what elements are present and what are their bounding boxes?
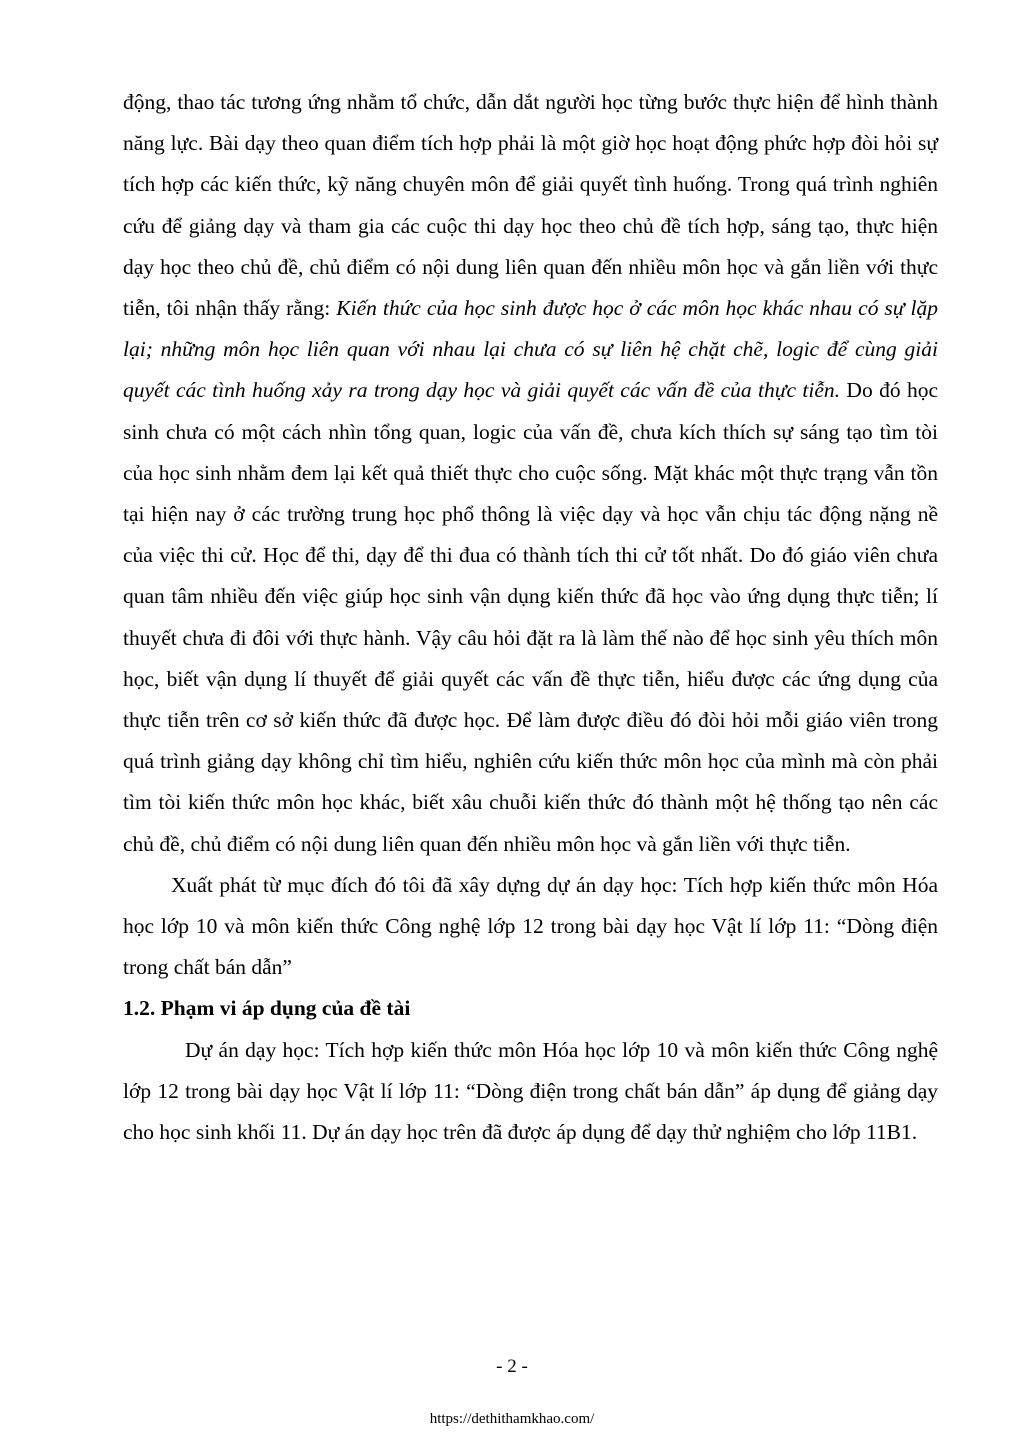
paragraph-1-italic-text: Kiến thức của học sinh được học ở các môn học khác nhau có sự lặp lại; những môn học liên quan với nhau lại chưa có sự liên hệ chặt chẽ, logic để cùng giải quyết các tình huống xảy ra trong dạy học và giải quyết các vấn đề của thực tiễn.	[123, 296, 938, 403]
page-number: - 2 -	[496, 1356, 528, 1377]
footer-url: https://dethithamkhao.com/	[429, 1411, 595, 1427]
paragraph-1-text: động, thao tác tương ứng nhằm tổ chức, dẫn dắt người học từng bước thực hiện để hình thành năng lực. Bài dạy theo quan điểm tích hợp phải là một giờ học hoạt động phức hợp đòi hỏi sự tích hợp các kiến thức, kỹ năng chuyên môn để giải quyết tình huống. Trong quá trình nghiên cứu để giảng dạy và tham gia các cuộc thi dạy học theo chủ đề tích hợp, sáng tạo, thực hiện dạy học theo chủ đề, chủ điểm có nội dung liên quan đến nhiều môn học và gắn liền với thực tiễn, tôi nhận thấy rằng:	[123, 90, 938, 321]
body-paragraph-2: Xuất phát từ mục đích đó tôi đã xây dựng dự án dạy học: Tích hợp kiến thức môn Hóa học lớp 10 và môn kiến thức Công nghệ lớp 12 trong bài dạy học Vật lí lớp 11: “Dòng điện trong chất bán dẫn”	[123, 872, 938, 980]
document-page	[123, 82, 938, 1153]
section-heading: 1.2. Phạm vi áp dụng của đề tài	[123, 996, 411, 1021]
body-paragraph-3: Dự án dạy học: Tích hợp kiến thức môn Hóa học lớp 10 và môn kiến thức Công nghệ lớp 12 trong bài dạy học Vật lí lớp 11: “Dòng điện trong chất bán dẫn” áp dụng để giảng dạy cho học sinh khối 11. Dự án dạy học trên đã được áp dụng để dạy thử nghiệm cho lớp 11B1.	[123, 1037, 938, 1145]
body-paragraph-1	[123, 82, 938, 865]
paragraph-1-continuation: Do đó học sinh chưa có một cách nhìn tổng quan, logic của vấn đề, chưa kích thích sự sáng tạo tìm tòi của học sinh nhằm đem lại kết quả thiết thực cho cuộc sống. Mặt khác một thực trạng vẫn tồn tại hiện nay ở các trường trung học phổ thông là việc dạy và học vẫn chịu tác động nặng nề của việc thi cử. Học để thi, dạy để thi đua có thành tích thi cử tốt nhất. Do đó giáo viên chưa quan tâm nhiều đến việc giúp học sinh vận dụng kiến thức đã học vào ứng dụng thực tiễn; lí thuyết chưa đi đôi với thực hành. Vậy câu hỏi đặt ra là làm thế nào để học sinh yêu thích môn học, biết vận dụng lí thuyết để giải quyết các vấn đề thực tiễn, hiểu được các ứng dụng của thực tiễn trên cơ sở kiến thức đã được học. Để làm được điều đó đòi hỏi mỗi giáo viên trong quá trình giảng dạy không chỉ tìm hiểu, nghiên cứu kiến thức môn học của mình mà còn phải tìm tòi kiến thức môn học khác, biết xâu chuỗi kiến thức đó thành một hệ thống tạo nên các chủ đề, chủ điểm có nội dung liên quan đến nhiều môn học và gắn liền với thực tiễn.	[123, 378, 938, 856]
